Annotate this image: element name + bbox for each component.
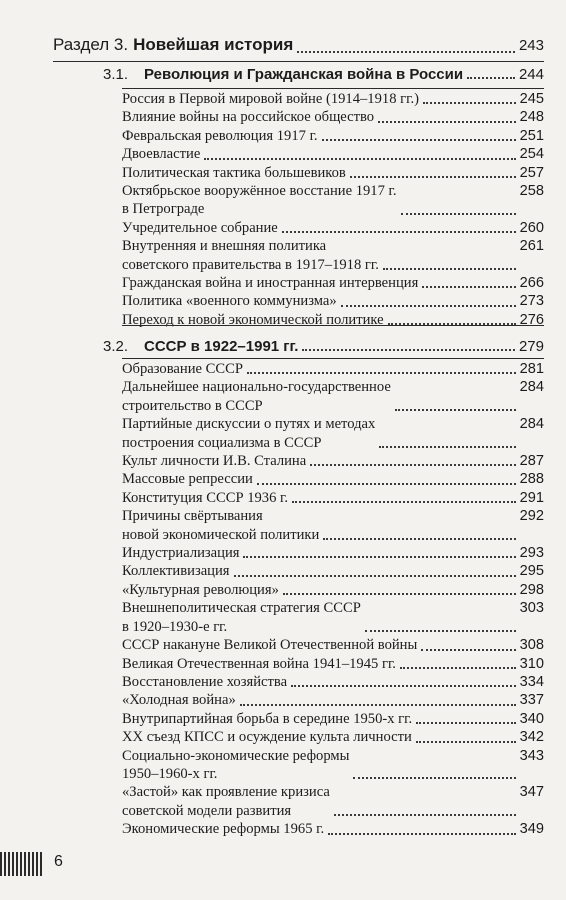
toc-entry — [122, 710, 544, 728]
subsection-3-1-entries — [122, 90, 544, 329]
toc-entry — [122, 489, 544, 507]
toc-entry — [122, 728, 544, 746]
dot-leader — [310, 463, 515, 466]
dot-leader — [297, 50, 515, 53]
toc-entry — [122, 292, 544, 310]
dot-leader — [401, 212, 516, 215]
toc-entry-title: Политика «военного коммунизма» — [122, 293, 337, 310]
section-heading — [53, 35, 544, 62]
toc-entry-page-number: 287 — [519, 453, 544, 470]
dot-leader — [322, 138, 516, 141]
toc-entry — [122, 415, 544, 452]
toc-entry — [122, 378, 544, 415]
toc-entry-title: «Культурная революция» — [122, 581, 279, 598]
toc-entry — [122, 562, 544, 580]
toc-entry-page-number: 276 — [519, 311, 544, 328]
toc-entry — [122, 360, 544, 378]
toc-entry-title: Социально-экономические реформы 1950–1960-х гг. — [122, 747, 350, 782]
toc-entry — [122, 747, 544, 784]
toc-entry-title: Гражданская война и иностранная интервенция — [122, 275, 419, 292]
toc-entry — [122, 90, 544, 108]
subsection-title: Революция и Гражданская война в России — [144, 66, 464, 83]
toc-entry-page-number: 266 — [519, 275, 544, 292]
dot-leader — [383, 267, 516, 270]
toc-entry-page-number: 340 — [519, 710, 544, 727]
toc-entry-title: Великая Отечественная война 1941–1945 гг. — [122, 655, 396, 672]
toc-entry-page-number: 260 — [519, 219, 544, 236]
toc-entry — [122, 636, 544, 654]
toc-entry-page-number: 273 — [519, 293, 544, 310]
toc-entry-page-number: 343 — [519, 747, 544, 764]
dot-leader — [283, 592, 516, 595]
dot-leader — [365, 629, 516, 632]
toc-entry-title: Переход к новой экономической политике — [122, 311, 384, 328]
toc-entry — [122, 599, 544, 636]
toc-entry-page-number: 308 — [519, 637, 544, 654]
dot-leader — [421, 648, 515, 651]
toc-entry-page-number: 347 — [519, 784, 544, 801]
toc-entry — [122, 108, 544, 126]
dot-leader — [291, 684, 516, 687]
toc-entry — [122, 452, 544, 470]
toc-entry-page-number: 284 — [519, 416, 544, 433]
toc-entry — [122, 274, 544, 292]
toc-entry-page-number: 254 — [519, 146, 544, 163]
dot-leader — [292, 500, 516, 503]
toc-entry-page-number: 258 — [519, 183, 544, 200]
footer-page-number: 6 — [54, 853, 63, 870]
toc-entry-title: Конституция СССР 1936 г. — [122, 489, 289, 506]
toc-entry-page-number: 292 — [519, 508, 544, 525]
toc-entry-title: Внутрипартийная борьба в середине 1950-х гг. — [122, 710, 413, 727]
dot-leader — [323, 537, 515, 540]
toc-entry-page-number: 251 — [519, 127, 544, 144]
toc-entry-title: Учредительное собрание — [122, 219, 278, 236]
dot-leader — [416, 740, 516, 743]
toc-entry-page-number: 310 — [519, 655, 544, 672]
dot-leader — [416, 721, 515, 724]
toc-entry-title: Февральская революция 1917 г. — [122, 127, 318, 144]
toc-entry — [122, 544, 544, 562]
dot-leader — [379, 445, 515, 448]
dot-leader — [423, 101, 516, 104]
toc-entry — [122, 182, 544, 219]
toc-entry-page-number: 334 — [519, 673, 544, 690]
toc-entry-page-number: 248 — [519, 109, 544, 126]
dot-leader — [353, 776, 515, 779]
toc-entry-page-number: 284 — [519, 379, 544, 396]
toc-entry — [122, 470, 544, 488]
page-edge-marker — [0, 852, 44, 876]
toc-entry-page-number: 342 — [519, 729, 544, 746]
dot-leader — [302, 348, 515, 351]
subsection-page-number: 279 — [518, 338, 544, 355]
toc-entry — [122, 311, 544, 329]
dot-leader — [234, 574, 516, 577]
toc-entry-page-number: 337 — [519, 692, 544, 709]
divider — [122, 358, 544, 359]
toc-entry — [122, 237, 544, 274]
subsection-heading-3-1 — [103, 66, 544, 83]
toc-entry — [122, 783, 544, 820]
section-title: Новейшая история — [133, 35, 294, 54]
toc-entry-title: Восстановление хозяйства — [122, 673, 288, 690]
dot-leader — [240, 703, 516, 706]
toc-entry-title: Внешнеполитическая стратегия СССР в 1920–1930-е гг. — [122, 600, 361, 635]
toc-entry-title: «Холодная война» — [122, 692, 236, 709]
dot-leader — [467, 76, 515, 79]
dot-leader — [395, 408, 516, 411]
toc-entry-title: Россия в Первой мировой войне (1914–1918 гг.) — [122, 91, 419, 107]
toc-entry-page-number: 291 — [519, 489, 544, 506]
dot-leader — [282, 230, 516, 233]
toc-entry-page-number: 295 — [519, 563, 544, 580]
toc-entry-page-number: 298 — [519, 581, 544, 598]
toc-entry-title: Образование СССР — [122, 361, 243, 377]
dot-leader — [341, 304, 516, 307]
toc-entry-title: Внутренняя и внешняя политика советского правительства в 1917–1918 гг. — [122, 238, 379, 273]
toc-entry — [122, 820, 544, 838]
toc-entry-title: Влияние войны на российское общество — [122, 109, 375, 126]
toc-entry-title: Культ личности И.В. Сталина — [122, 453, 307, 470]
toc-entry-title: Экономические реформы 1965 г. — [122, 821, 325, 838]
divider — [122, 325, 544, 326]
subsection-3-2-entries — [122, 360, 544, 839]
toc-entry — [122, 507, 544, 544]
toc-entry-page-number: 281 — [519, 361, 544, 377]
toc-entry-page-number: 349 — [519, 821, 544, 838]
divider — [122, 88, 544, 89]
subsection-title: СССР в 1922–1991 гг. — [144, 338, 299, 355]
dot-leader — [378, 120, 516, 123]
toc-entry — [122, 164, 544, 182]
toc-entry-title: Двоевластие — [122, 146, 201, 163]
dot-leader — [247, 371, 516, 374]
dot-leader — [243, 555, 515, 558]
section-prefix: Раздел 3. — [53, 35, 129, 54]
toc-entry — [122, 673, 544, 691]
subsection-number: 3.1. — [103, 66, 129, 83]
toc-entry-page-number: 293 — [519, 545, 544, 562]
toc-entry-title: Партийные дискуссии о путях и методах построения социализма в СССР — [122, 416, 376, 451]
toc-entry — [122, 655, 544, 673]
subsection-heading-3-2 — [103, 338, 544, 355]
toc-entry-title: Причины свёртывания новой экономической политики — [122, 508, 320, 543]
toc-entry-title: Массовые репрессии — [122, 471, 253, 488]
toc-entry — [122, 145, 544, 163]
toc-entry-page-number: 288 — [519, 471, 544, 488]
toc-entry-page-number: 257 — [519, 164, 544, 181]
dot-leader — [328, 832, 516, 835]
dot-leader — [350, 175, 516, 178]
dot-leader — [257, 482, 516, 485]
toc-entry-title: Индустриализация — [122, 545, 240, 562]
toc-entry-title: СССР накануне Великой Отечественной войны — [122, 637, 418, 654]
dot-leader — [204, 157, 515, 160]
toc-entry-page-number: 303 — [519, 600, 544, 617]
toc-entry-title: Политическая тактика большевиков — [122, 164, 346, 181]
subsection-number: 3.2. — [103, 338, 129, 355]
dot-leader — [422, 285, 515, 288]
dot-leader — [400, 666, 516, 669]
toc-entry-title: Октябрьское вооружённое восстание 1917 г. в Петрограде — [122, 183, 397, 218]
toc-entry — [122, 127, 544, 145]
toc-entry-title: «Застой» как проявление кризиса советской модели развития — [122, 784, 330, 819]
dot-leader — [334, 813, 516, 816]
toc-entry-title: XX съезд КПСС и осуждение культа личности — [122, 729, 412, 746]
section-page-number: 243 — [518, 37, 544, 54]
toc-entry-page-number: 261 — [519, 238, 544, 255]
toc-entry-page-number: 245 — [519, 91, 544, 107]
toc-entry-title: Коллективизация — [122, 563, 230, 580]
subsection-page-number: 244 — [518, 66, 544, 83]
toc-entry-title: Дальнейшее национально-государственное строительство в СССР — [122, 379, 391, 414]
toc-entry — [122, 219, 544, 237]
toc-entry — [122, 691, 544, 709]
toc-entry — [122, 581, 544, 599]
